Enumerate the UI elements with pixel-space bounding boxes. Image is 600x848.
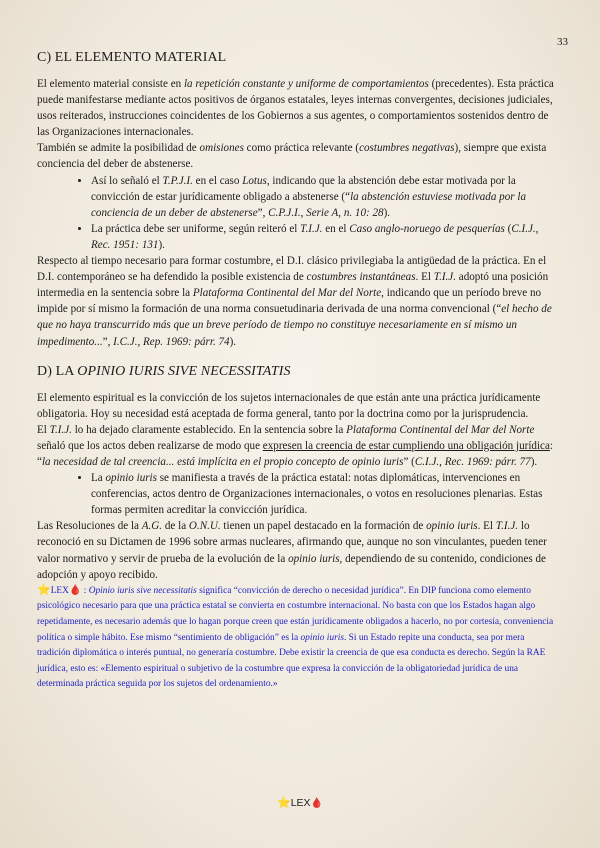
section-c-heading: C) EL ELEMENTO MATERIAL [37, 50, 227, 65]
footer-logo [0, 796, 600, 809]
section-d-bullet-list [37, 470, 560, 518]
star-icon: ⭐ [276, 797, 291, 809]
section-d-paragraph-3: Las Resoluciones de la A.G. de la O.N.U. tienen un papel destacado en la formación de opinio iuris. El T.I.J. lo reconoció en su Dictamen de 1996 sobre armas nucleares, afirmando que, aunque no son vinculantes, pueden tener valor normativo y servir de prueba de la evolución de la opinio iuris, dependiendo de su contenido, condiciones de adopción y apoyo recibido. [37, 520, 547, 581]
lex-brand: LEX [50, 585, 69, 596]
page-number: 33 [557, 36, 568, 48]
section-d-paragraph-1: El elemento espiritual es la convicción de los sujetos internacionales de que están ante una práctica jurídicamente obligatoria. Hoy su necesidad está aceptada de forma general, tanto por la doctrina como por la jurisprudencia. [37, 391, 541, 420]
lex-note: ⭐LEX🩸 : Opinio iuris sive necessitatis significa “convicción de derecho o necesidad jurídica”. En DIP funciona como elemento psicológico necesario para que una práctica estatal se convierta en costumbre internacional. No basta con que los Estados hagan algo repetidamente, es necesario además que lo hagan porque creen que están jurídicamente obligados a hacerlo, no por cortesía, conveniencia política o simple hábito. Ese mismo “sentimiento de obligación” es la opinio iuris. Si un Estado repite una conducta, sea por mera tradición diplomática o interés puntual, no generaría costumbre. Debe existir la creencia de que esa conducta es derecho. Según la RAE jurídica, esto es: «Elemento espiritual o subjetivo de la costumbre que expresa la convicción de la obligatoriedad jurídica de una determinada práctica seguida por los sujetos del ordenamiento.» [37, 583, 554, 690]
footer-brand: LEX [290, 797, 311, 809]
section-c-paragraph-3: Respecto al tiempo necesario para formar costumbre, el D.I. clásico privilegiaba la antigüedad de la práctica. En el D.I. contemporáneo se ha defendido la posible existencia de costumbres instantáneas. El T.I.J. adoptó una posición intermedia en la sentencia sobre la Plataforma Continental del Mar del Norte, indicando que un período breve no impide por sí mismo la formación de una norma consuetudinaria derivada de una norma convencional (“el hecho de que no haya transcurrido más que un breve período de tiempo no constituye necesariamente en sí mismo un impedimento...”, I.C.J., Rep. 1969: párr. 74). [37, 255, 552, 348]
section-d-heading: D) LA OPINIO IURIS SIVE NECESSITATIS [37, 363, 291, 379]
lex-term: Opinio iuris sive necessitatis [88, 585, 197, 596]
bullet-lotus: • Así lo señaló el T.P.J.I. en el caso Lotus, indicando que la abstención debe estar motivada por la convicción de estar jurídicamente obligado a abstenerse (“la abstención estuviese motivada por la conciencia de un deber de abstenerse”, C.P.J.I., Serie A, n. 10: 28). [91, 173, 560, 221]
section-d-paragraph-2: El T.I.J. lo ha dejado claramente establecido. En la sentencia sobre la Plataforma Continental del Mar del Norte señaló que los actos deben realizarse de modo que expresen la creencia de estar cumpliendo una obligación jurídica: “la necesidad de tal creencia... está implícita en el propio concepto de opinio iuris” (C.I.J., Rec. 1969: párr. 77). [37, 423, 553, 468]
blood-drop-icon: 🩸 [68, 584, 82, 596]
star-icon: ⭐ [37, 583, 51, 596]
section-c-bullet-list [37, 173, 560, 253]
bullet-opinio-practica: • La opinio iuris se manifiesta a través de la práctica estatal: notas diplomáticas, intervenciones en conferencias, actos dentro de Organizaciones internacionales, o votos en resoluciones plenarias. Estas formas permiten acreditar la convicción jurídica. [91, 470, 560, 518]
section-c-paragraph-2: También se admite la posibilidad de omisiones como práctica relevante (costumbres negativas), siempre que exista conciencia del deber de abstenerse. [37, 142, 547, 171]
blood-drop-icon: 🩸 [310, 798, 323, 809]
underlined-phrase: expresen la creencia de estar cumpliendo una obligación jurídica [262, 439, 550, 452]
bullet-pesquerias: • La práctica debe ser uniforme, según reiteró el T.I.J. en el Caso anglo-noruego de pesquerías (C.I.J., Rec. 1951: 131). [91, 221, 560, 253]
section-c-paragraph-1: El elemento material consiste en la repetición constante y uniforme de comportamientos (precedentes). Esta práctica puede manifestarse mediante actos positivos de órganos estatales, leyes internas convergentes, decisiones judiciales, usos reiterados, instrucciones coincidentes de los Gobiernos a sus agentes, o comportamientos sostenidos dentro de las Organizaciones internacionales. [37, 78, 554, 139]
